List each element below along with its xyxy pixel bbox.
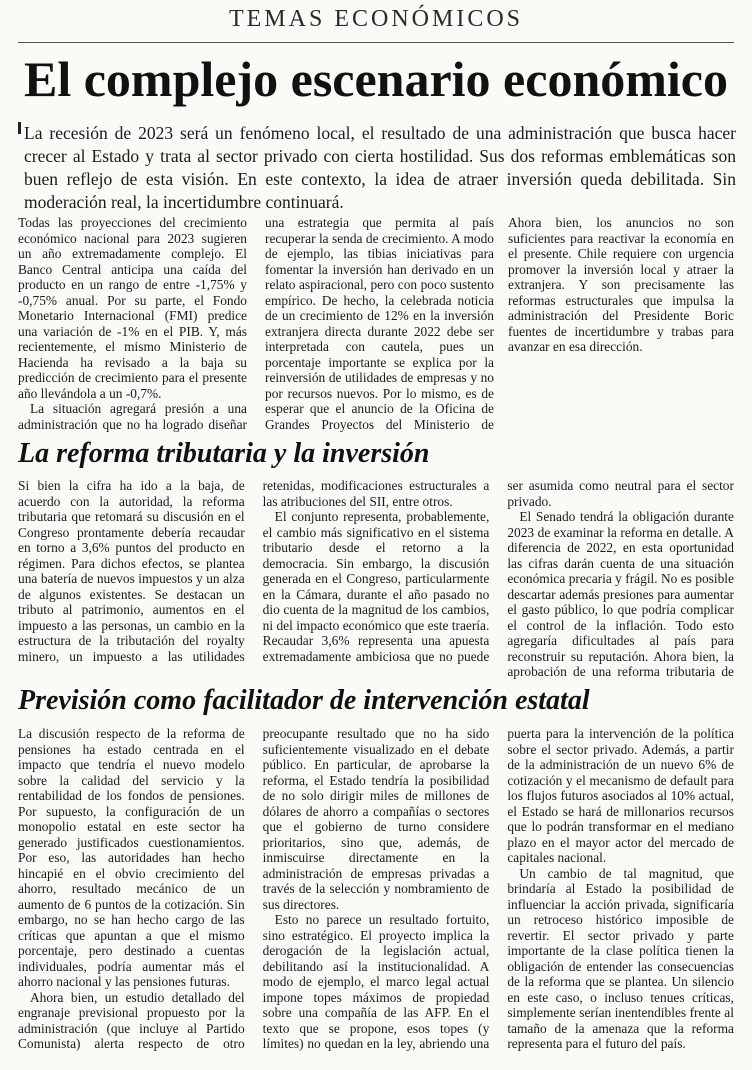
paragraph: La discusión respecto de la reforma de pensiones ha estado centrada en el impacto que tendría el nuevo modelo sobre la calidad del servicio y la rentabilidad de los fondos de pensiones. Por supuesto, la configuración de un monopolio estatal en este sector ha generado justificados cuestionamientos. Por eso, las autoridades han hecho hincapié en el obvio crecimiento del ahorro, resultado mecánico de un aumento de 6 puntos de la cotización. Sin embargo, no se han hecho cargo de las críticas que apuntan a que el mismo porcentaje, pero destinado a cuentas individuales, podría aumentar más el ahorro nacional y las pensiones futuras. bbox=[18, 726, 245, 989]
paragraph: Esto no parece un resultado fortuito, sino estratégico. El proyecto implica la derogación de la legislación actual, debilitando así la institucionalidad. A modo de ejemplo, el marco legal actual impone topes máximos de propiedad sobre una compañía de las AFP. En el texto que se propone, esos topes (y límites) no quedan en la ley, abriendo una puerta para la intervención de la política sobre el sector privado. Además, a partir de la administración de un nuevo 6% de cotización y el mecanismo de default para los flujos futuros asociados al 10% actual, el Estado se hará de millonarios recursos que lo podrán transformar en el mediano plazo en el mayor actor del mercado de capitales nacional. bbox=[262, 726, 734, 1051]
pension-section bbox=[18, 726, 734, 1056]
paragraph: Si bien la cifra ha ido a la baja, de acuerdo con la autoridad, la reforma tributaria que retomará su discusión en el Congreso prontamente debería recaudar en torno a 3,6% puntos del producto en régimen. Para dichos efectos, se plantea una batería de nuevos impuestos y un alza de algunos existentes. Se destacan un tributo al patrimonio, aumentos en el impuesto a las personas, un cambio en la estructura de la tributación del royalty minero, un impuesto a las utilidades retenidas, modificaciones estructurales a las atribuciones del SII, entre otros. bbox=[18, 478, 490, 664]
article-column bbox=[18, 215, 494, 437]
subheading-tax-reform: La reforma tributaria y la inversión bbox=[18, 438, 430, 469]
paragraph: Un cambio de tal magnitud, que brindaría al Estado la posibilidad de influenciar la acción privada, significaría un retroceso histórico imposible de revertir. El sector privado y parte importante de la clase política tienen la obligación de entender las consecuencias de la reforma que se plantea. Un silencio en este caso, o incluso tenues críticas, simplemente serían inentendibles frente al tamaño de la amenaza que la reforma representa para el futuro del país. bbox=[507, 865, 734, 1051]
tax-reform-section bbox=[18, 478, 734, 683]
lead-paragraph: La recesión de 2023 será un fenómeno local, el resultado de una administración que busca hacer crecer al Estado y trata al sector privado con cierta hostilidad. Sus dos reformas emblemáticas son buen reflejo de esta visión. En este contexto, la idea de atraer inversión queda debilitada. Sin moderación real, la incertidumbre continuará. bbox=[24, 123, 736, 212]
section-kicker: TEMAS ECONÓMICOS bbox=[228, 6, 524, 32]
article-columns bbox=[18, 726, 734, 1056]
paragraph: El conjunto representa, probablemente, el cambio más significativo en el sistema tributario desde el retorno a la democracia. Sin embargo, la discusión generada en el Congreso, particularmente en la Cámara, durante el año pasado no dio cuenta de la magnitud de los cambios, ni del impacto económico que este traería. Recaudar 3,6% representa una apuesta extremadamente ambiciosa que no puede ser asumida como neutral para el sector privado. bbox=[262, 478, 734, 664]
paragraph: La situación agregará presión a una administración que no ha logrado diseñar una estrategia que permita al país recuperar la senda de crecimiento. A modo de ejemplo, las tibias iniciativas para fomentar la inversión han derivado en un relato aspiracional, pero con poco sustento empírico. De hecho, la celebrada noticia de un crecimiento de 12% en la inversión extranjera directa durante 2022 debe ser interpretada con cautela, pues un porcentaje importante se explica por la reinversión de utilidades de empresas y no por recursos nuevos. Por lo mismo, es de esperar que el anuncio de la Oficina de Grandes Proyectos del Ministerio de bbox=[18, 215, 494, 432]
kicker-rule bbox=[18, 42, 734, 43]
article-columns bbox=[18, 478, 734, 683]
paragraph: El Senado tendrá la obligación durante 2023 de examinar la reforma en detalle. A diferencia de 2022, en esta oportunidad las cifras darán cuenta de una situación económica precaria y frágil. No es posible descartar además presiones para aumentar el gasto público, lo que podría complicar el control de la inflación. Todo esto agregaría dificultades al país para reconstruir su reputación. Ahora bien, la aprobación de una reforma tributaria de bbox=[507, 509, 734, 679]
headline: El complejo escenario económico bbox=[24, 51, 728, 107]
paragraph: Todas las proyecciones del crecimiento económico nacional para 2023 sugieren un año extremadamente complejo. El Banco Central anticipa una caída del producto en un rango de entre -1,75% y -0,75% anual. Por su parte, el Fondo Monetario Internacional (FMI) predice una variación de -1% en el PIB. Y, más recientemente, el mismo Ministerio de Hacienda ha revisado a la baja su predicción de crecimiento para el presente año llevándola a un -0,7%. bbox=[18, 215, 247, 401]
lead-marker bbox=[18, 122, 21, 134]
intro-section bbox=[18, 215, 734, 437]
paragraph: Ahora bien, un estudio detallado del engranaje previsional propuesto por la administración (que incluye al Partido Comunista) alerta respecto de otro preocupante resultado que no ha sido suficientemente visualizado en el debate público. En particular, de aprobarse la reforma, el Estado tendría la posibilidad de no solo dirigir miles de millones de dólares de ahorro a compañías o sectores que el gobierno de turno considere prioritarios, sino que, además, de inmiscuirse directamente en la administración de empresas privadas a través de la selección y nombramiento de sus directores. bbox=[18, 726, 490, 1051]
article-column bbox=[508, 215, 734, 437]
paragraph: Ahora bien, los anuncios no son suficientes para reactivar la economía en el presente. Chile requiere con urgencia promover la inversión local y atraer la extranjera. Y son precisamente las reformas estructurales que impulsa la administración del Presidente Boric fuentes de incertidumbre y trabas para avanzar en esa dirección. bbox=[508, 215, 734, 354]
subheading-pension-reform: Previsión como facilitador de intervención estatal bbox=[18, 685, 590, 716]
